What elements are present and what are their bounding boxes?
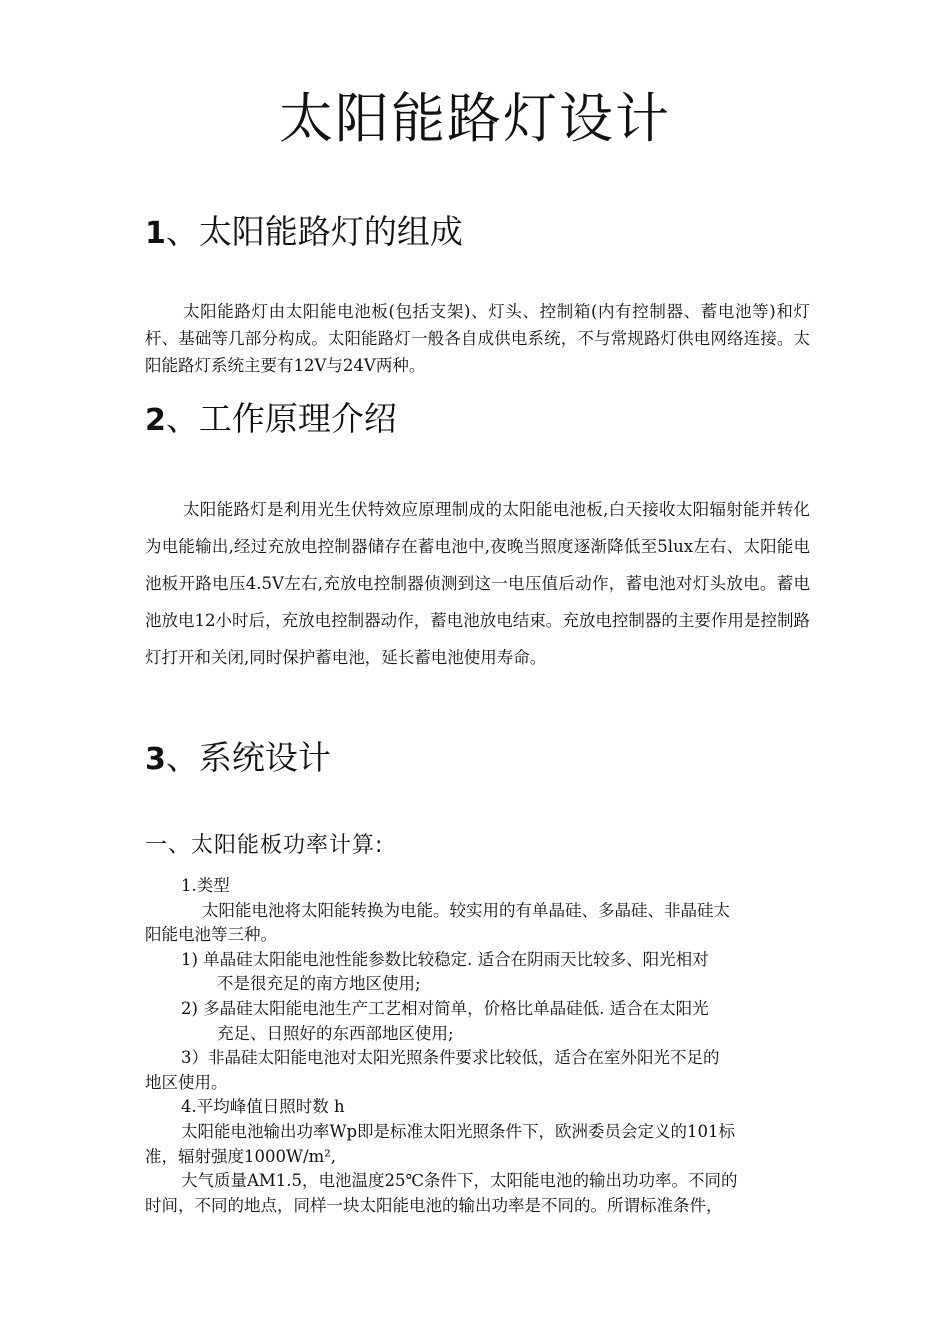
section-3-body xyxy=(145,874,810,1218)
section-3-number: 3 xyxy=(145,742,166,777)
section-2-title: 、工作原理介绍 xyxy=(165,399,397,438)
list-item-continuation: 不是很充足的南方地区使用; xyxy=(217,974,421,994)
text-line: 太阳能电池将太阳能转换为电能。较实用的有单晶硅、多晶硅、非晶硅太 xyxy=(202,900,730,920)
section-1-heading xyxy=(145,210,463,256)
section-1-number: 1 xyxy=(145,216,166,251)
text-line: 准，辐射强度1000W/m², xyxy=(145,1146,337,1166)
section-3-subheading: 一、太阳能板功率计算: xyxy=(145,833,384,858)
section-2-heading xyxy=(145,397,397,443)
list-item: 3）非晶硅太阳能电池对太阳光照条件要求比较低，适合在室外阳光不足的 xyxy=(181,1048,720,1068)
section-3-title: 、系统设计 xyxy=(165,738,331,777)
section-2-paragraph: 太阳能路灯是利用光生伏特效应原理制成的太阳能电池板,白天接收太阳辐射能并转化为电能输出,经过充放电控制器储存在蓄电池中,夜晚当照度逐渐降低至5lux左右、太阳能电池板开路电压4.5V左右,充放电控制器侦测到这一电压值后动作，蓄电池对灯头放电。蓄电池放电12小时后，充放电控制器动作，蓄电池放电结束。充放电控制器的主要作用是控制路灯打开和关闭,同时保护蓄电池，延长蓄电池使用寿命。 xyxy=(145,500,810,667)
text-line: 时间，不同的地点，同样一块太阳能电池的输出功率是不同的。所谓标准条件， xyxy=(145,1195,723,1215)
section-3-heading xyxy=(145,736,331,782)
list-item-continuation: 充足、日照好的东西部地区使用; xyxy=(217,1023,454,1043)
section-1-title: 、太阳能路灯的组成 xyxy=(165,212,463,251)
text-line: 4.平均峰值日照时数 h xyxy=(181,1097,345,1117)
document-title: 太阳能路灯设计 xyxy=(279,87,671,150)
text-line: 大气质量AM1.5，电池温度25℃条件下，太阳能电池的输出功功率。不同的 xyxy=(181,1171,738,1191)
text-line: 1.类型 xyxy=(181,876,230,895)
list-item: 2) 多晶硅太阳能电池生产工艺相对简单，价格比单晶硅低. 适合在太阳光 xyxy=(181,998,709,1018)
text-line: 阳能电池等三种。 xyxy=(145,925,277,945)
text-line: 地区使用。 xyxy=(145,1072,228,1092)
list-item: 1) 单晶硅太阳能电池性能参数比较稳定. 适合在阴雨天比较多、阳光相对 xyxy=(181,949,709,969)
section-1-paragraph: 太阳能路灯由太阳能电池板(包括支架)、灯头、控制箱(内有控制器、蓄电池等)和灯杆、基础等几部分构成。太阳能路灯一般各自成供电系统，不与常规路灯供电网络连接。太阳能路灯系统主要有12V与24V两种。 xyxy=(145,302,810,375)
text-line: 太阳能电池输出功率Wp即是标准太阳光照条件下，欧洲委员会定义的101标 xyxy=(181,1121,736,1141)
section-2-number: 2 xyxy=(145,403,166,438)
